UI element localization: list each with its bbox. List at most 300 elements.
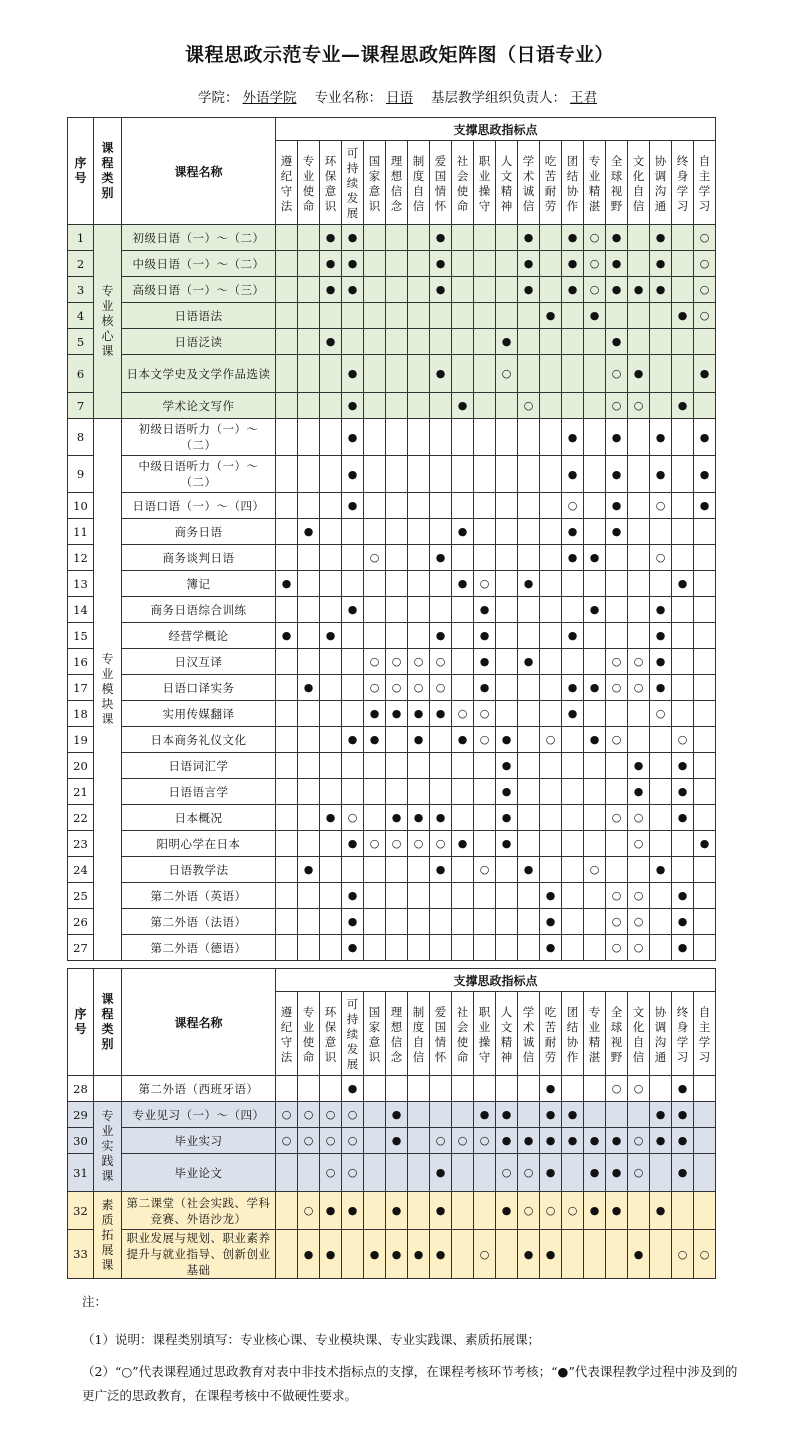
notes <box>82 1290 742 1408</box>
support-mark <box>408 329 430 355</box>
course-name: 日本概况 <box>122 805 276 831</box>
support-mark: ○ <box>606 935 628 961</box>
support-mark <box>298 225 320 251</box>
indicator-label: 环保意识 <box>324 153 337 213</box>
support-mark <box>386 909 408 935</box>
support-mark <box>474 225 496 251</box>
note-1: （1）说明：课程类别填写：专业核心课、专业模块课、专业实践课、素质拓展课； <box>82 1332 540 1347</box>
course-row <box>68 493 716 519</box>
course-row <box>68 675 716 701</box>
support-mark: ○ <box>694 1230 716 1279</box>
support-mark <box>518 883 540 909</box>
support-mark <box>320 571 342 597</box>
support-mark <box>562 1154 584 1192</box>
course-row <box>68 701 716 727</box>
support-mark <box>342 303 364 329</box>
support-mark <box>474 883 496 909</box>
indicator-header <box>496 141 518 225</box>
indicator-label: 社会使命 <box>456 153 469 213</box>
support-mark: ○ <box>606 805 628 831</box>
support-mark <box>386 519 408 545</box>
support-mark: ○ <box>298 1102 320 1128</box>
support-mark <box>452 909 474 935</box>
support-mark: ● <box>694 355 716 393</box>
support-mark: ○ <box>628 1076 650 1102</box>
support-mark: ○ <box>496 355 518 393</box>
indicator-label: 全球视野 <box>610 1004 623 1064</box>
course-row <box>68 753 716 779</box>
support-mark: ● <box>342 1076 364 1102</box>
support-mark <box>606 571 628 597</box>
support-mark <box>276 1076 298 1102</box>
support-mark: ● <box>672 1128 694 1154</box>
support-mark: ● <box>672 909 694 935</box>
support-mark: ● <box>518 277 540 303</box>
support-mark: ● <box>320 1230 342 1279</box>
support-mark <box>298 753 320 779</box>
support-mark <box>650 519 672 545</box>
indicator-label: 国家意识 <box>368 153 381 213</box>
support-mark <box>298 329 320 355</box>
support-mark <box>408 935 430 961</box>
support-mark <box>320 456 342 493</box>
support-mark <box>430 419 452 456</box>
support-mark: ○ <box>518 1192 540 1230</box>
support-mark <box>474 303 496 329</box>
support-mark <box>408 597 430 623</box>
indicator-label: 学术诚信 <box>522 153 535 213</box>
support-mark <box>320 935 342 961</box>
support-mark <box>650 753 672 779</box>
support-mark <box>408 571 430 597</box>
support-mark <box>386 623 408 649</box>
support-mark <box>298 571 320 597</box>
support-mark <box>650 303 672 329</box>
support-mark <box>518 1076 540 1102</box>
support-mark <box>650 1230 672 1279</box>
indicator-header <box>540 141 562 225</box>
course-name: 日语泛读 <box>122 329 276 355</box>
support-mark <box>276 727 298 753</box>
support-mark <box>694 701 716 727</box>
header-category-text: 课程类别 <box>101 141 114 200</box>
support-mark <box>672 493 694 519</box>
support-mark <box>298 277 320 303</box>
support-mark: ○ <box>540 1192 562 1230</box>
row-number: 25 <box>68 883 94 909</box>
support-mark <box>320 675 342 701</box>
support-mark: ○ <box>584 251 606 277</box>
support-mark <box>496 225 518 251</box>
support-mark <box>342 519 364 545</box>
support-mark <box>694 883 716 909</box>
support-mark <box>496 883 518 909</box>
support-mark <box>408 623 430 649</box>
support-mark: ● <box>430 277 452 303</box>
support-mark <box>386 571 408 597</box>
support-mark: ● <box>540 1154 562 1192</box>
support-mark: ● <box>606 329 628 355</box>
support-mark <box>650 355 672 393</box>
row-number: 21 <box>68 779 94 805</box>
support-mark <box>496 649 518 675</box>
support-mark: ● <box>342 355 364 393</box>
row-number: 8 <box>68 419 94 456</box>
course-name: 毕业论文 <box>122 1154 276 1192</box>
support-mark: ● <box>606 225 628 251</box>
support-mark: ● <box>342 251 364 277</box>
support-mark: ● <box>606 1128 628 1154</box>
support-mark <box>540 419 562 456</box>
support-mark <box>452 1102 474 1128</box>
row-number: 13 <box>68 571 94 597</box>
course-row <box>68 1230 716 1279</box>
support-mark <box>540 597 562 623</box>
support-mark <box>672 277 694 303</box>
support-mark <box>606 779 628 805</box>
support-mark <box>276 701 298 727</box>
support-mark: ● <box>672 805 694 831</box>
support-mark <box>474 329 496 355</box>
support-mark: ○ <box>496 1154 518 1192</box>
row-number: 29 <box>68 1102 94 1128</box>
support-mark: ● <box>606 277 628 303</box>
support-mark: ● <box>342 597 364 623</box>
support-mark <box>628 857 650 883</box>
support-mark: ● <box>474 597 496 623</box>
support-mark <box>540 571 562 597</box>
support-mark: ● <box>430 623 452 649</box>
support-mark: ● <box>650 597 672 623</box>
support-mark: ● <box>562 623 584 649</box>
support-mark: ● <box>452 571 474 597</box>
support-mark <box>672 545 694 571</box>
support-mark <box>650 883 672 909</box>
support-mark <box>496 1230 518 1279</box>
support-mark <box>584 779 606 805</box>
support-mark: ○ <box>408 831 430 857</box>
indicator-label: 人文精神 <box>500 1004 513 1064</box>
support-mark <box>496 493 518 519</box>
support-mark: ● <box>694 493 716 519</box>
support-mark <box>452 675 474 701</box>
support-mark: ● <box>474 675 496 701</box>
support-mark <box>364 225 386 251</box>
row-number: 9 <box>68 456 94 493</box>
course-category <box>94 1102 122 1192</box>
support-mark: ○ <box>606 393 628 419</box>
row-number: 24 <box>68 857 94 883</box>
indicator-header <box>540 992 562 1076</box>
course-name: 学术论文写作 <box>122 393 276 419</box>
support-mark <box>584 805 606 831</box>
support-mark: ○ <box>606 727 628 753</box>
support-mark: ● <box>386 805 408 831</box>
support-mark: ● <box>650 675 672 701</box>
support-mark <box>320 493 342 519</box>
support-mark: ○ <box>628 883 650 909</box>
support-mark <box>430 909 452 935</box>
row-number: 16 <box>68 649 94 675</box>
indicator-label: 职业操守 <box>478 1004 491 1064</box>
support-mark: ○ <box>650 493 672 519</box>
support-mark <box>562 393 584 419</box>
support-mark <box>298 649 320 675</box>
support-mark: ● <box>694 831 716 857</box>
support-mark <box>518 727 540 753</box>
support-mark: ● <box>496 1102 518 1128</box>
support-mark <box>518 779 540 805</box>
support-mark: ● <box>562 1128 584 1154</box>
support-mark <box>496 935 518 961</box>
support-mark: ● <box>562 545 584 571</box>
support-mark: ○ <box>320 1154 342 1192</box>
support-mark: ○ <box>584 225 606 251</box>
support-mark: ○ <box>518 393 540 419</box>
support-mark <box>298 935 320 961</box>
support-mark <box>540 623 562 649</box>
support-mark <box>320 393 342 419</box>
support-mark: ● <box>518 649 540 675</box>
support-mark <box>474 805 496 831</box>
support-mark: ○ <box>430 1128 452 1154</box>
support-mark <box>650 1076 672 1102</box>
row-number: 4 <box>68 303 94 329</box>
support-mark <box>650 909 672 935</box>
course-name: 职业发展与规划、职业素养提升与就业指导、创新创业基础 <box>122 1230 276 1279</box>
support-mark <box>452 419 474 456</box>
course-row <box>68 623 716 649</box>
support-mark: ○ <box>452 701 474 727</box>
support-mark: ○ <box>694 225 716 251</box>
support-mark: ○ <box>672 1230 694 1279</box>
support-mark <box>694 597 716 623</box>
support-mark <box>276 909 298 935</box>
support-mark <box>628 225 650 251</box>
support-mark <box>672 251 694 277</box>
support-mark <box>320 831 342 857</box>
support-mark: ● <box>276 623 298 649</box>
support-mark: ○ <box>276 1102 298 1128</box>
indicator-label: 可持续发展 <box>346 146 359 220</box>
support-mark <box>540 493 562 519</box>
support-mark: ● <box>364 727 386 753</box>
support-mark <box>364 1192 386 1230</box>
support-mark <box>452 545 474 571</box>
support-mark <box>562 329 584 355</box>
support-mark <box>606 545 628 571</box>
support-mark: ● <box>430 251 452 277</box>
support-mark: ● <box>540 1230 562 1279</box>
support-mark <box>694 1192 716 1230</box>
support-mark <box>364 329 386 355</box>
indicator-label: 可持续发展 <box>346 997 359 1071</box>
support-mark <box>540 831 562 857</box>
support-mark <box>320 355 342 393</box>
indicator-label: 协调沟通 <box>654 1004 667 1064</box>
course-row <box>68 419 716 456</box>
indicator-label: 协调沟通 <box>654 153 667 213</box>
note-2: （2）“○”代表课程通过思政教育对表中非技术指标点的支撑，在课程考核环节考核；“●”代表课程教学过程中涉及到的更广泛的思政教育，在课程考核中不做硬性要求。 <box>82 1364 738 1403</box>
support-mark <box>386 1076 408 1102</box>
support-mark <box>584 419 606 456</box>
support-mark <box>694 909 716 935</box>
support-mark: ● <box>452 727 474 753</box>
support-mark <box>298 909 320 935</box>
support-mark <box>496 545 518 571</box>
support-mark <box>364 805 386 831</box>
support-mark <box>408 1102 430 1128</box>
support-mark: ● <box>518 857 540 883</box>
indicator-label: 职业操守 <box>478 153 491 213</box>
support-mark: ● <box>606 519 628 545</box>
support-mark <box>628 419 650 456</box>
support-mark <box>650 1154 672 1192</box>
course-name: 簿记 <box>122 571 276 597</box>
indicator-label: 环保意识 <box>324 1004 337 1064</box>
support-mark: ● <box>298 1230 320 1279</box>
support-mark <box>276 597 298 623</box>
support-mark: ○ <box>364 545 386 571</box>
indicator-header <box>276 141 298 225</box>
support-mark <box>276 1154 298 1192</box>
support-mark <box>298 805 320 831</box>
support-mark <box>342 1230 364 1279</box>
support-mark <box>276 456 298 493</box>
support-mark <box>364 883 386 909</box>
indicator-header <box>430 992 452 1076</box>
support-mark <box>584 355 606 393</box>
support-mark <box>364 519 386 545</box>
support-mark <box>562 355 584 393</box>
support-mark <box>408 251 430 277</box>
support-mark <box>628 597 650 623</box>
support-mark <box>452 779 474 805</box>
support-mark <box>606 857 628 883</box>
support-mark <box>694 675 716 701</box>
indicator-label: 专业使命 <box>302 153 315 213</box>
support-mark <box>672 831 694 857</box>
support-mark: ○ <box>606 355 628 393</box>
support-mark <box>474 393 496 419</box>
indicator-header <box>606 141 628 225</box>
support-mark <box>408 753 430 779</box>
indicator-header <box>496 992 518 1076</box>
support-mark: ● <box>342 277 364 303</box>
support-mark <box>342 623 364 649</box>
indicator-header <box>518 992 540 1076</box>
support-mark <box>474 1154 496 1192</box>
support-mark <box>628 727 650 753</box>
support-mark <box>474 519 496 545</box>
support-mark <box>386 727 408 753</box>
header-course: 课程名称 <box>122 969 276 1076</box>
support-mark <box>584 1076 606 1102</box>
support-mark: ○ <box>650 545 672 571</box>
indicator-label: 团结协作 <box>566 153 579 213</box>
support-mark: ● <box>342 456 364 493</box>
support-mark <box>276 1230 298 1279</box>
support-mark <box>276 519 298 545</box>
row-number: 27 <box>68 935 94 961</box>
support-mark <box>694 571 716 597</box>
support-mark <box>452 753 474 779</box>
support-mark <box>518 675 540 701</box>
course-row <box>68 909 716 935</box>
support-mark: ● <box>452 519 474 545</box>
support-mark: ● <box>606 1154 628 1192</box>
indicator-label: 人文精神 <box>500 153 513 213</box>
support-mark <box>628 303 650 329</box>
support-mark <box>562 727 584 753</box>
support-mark: ● <box>650 649 672 675</box>
support-mark <box>518 597 540 623</box>
support-mark <box>584 883 606 909</box>
support-mark <box>430 1102 452 1128</box>
support-mark: ● <box>408 701 430 727</box>
support-mark <box>430 329 452 355</box>
support-mark: ● <box>562 456 584 493</box>
support-mark <box>452 456 474 493</box>
support-mark: ○ <box>672 727 694 753</box>
support-mark: ● <box>606 419 628 456</box>
row-number: 11 <box>68 519 94 545</box>
support-mark <box>540 701 562 727</box>
support-mark: ● <box>650 857 672 883</box>
support-mark: ○ <box>540 727 562 753</box>
support-mark <box>452 597 474 623</box>
support-mark <box>694 649 716 675</box>
support-mark <box>320 303 342 329</box>
support-mark <box>694 329 716 355</box>
support-mark: ○ <box>320 1102 342 1128</box>
support-mark <box>276 779 298 805</box>
support-mark <box>694 393 716 419</box>
support-mark <box>298 355 320 393</box>
support-mark <box>540 649 562 675</box>
row-number: 32 <box>68 1192 94 1230</box>
support-mark <box>518 355 540 393</box>
course-name: 初级日语听力（一）～（二） <box>122 419 276 456</box>
support-mark: ● <box>672 1154 694 1192</box>
support-mark <box>430 753 452 779</box>
support-mark: ● <box>628 1230 650 1279</box>
indicator-label: 吃苦耐劳 <box>544 153 557 213</box>
support-mark <box>540 753 562 779</box>
support-mark <box>496 675 518 701</box>
support-mark <box>474 909 496 935</box>
support-mark: ● <box>650 225 672 251</box>
support-mark <box>474 779 496 805</box>
row-number: 14 <box>68 597 94 623</box>
support-mark <box>496 571 518 597</box>
support-mark <box>386 251 408 277</box>
support-mark: ○ <box>606 649 628 675</box>
support-mark: ● <box>584 1154 606 1192</box>
support-mark <box>562 597 584 623</box>
support-mark: ○ <box>628 675 650 701</box>
support-mark <box>386 753 408 779</box>
support-mark <box>276 225 298 251</box>
course-row <box>68 805 716 831</box>
support-mark <box>584 623 606 649</box>
support-mark: ● <box>540 1128 562 1154</box>
support-mark <box>298 419 320 456</box>
support-mark <box>540 779 562 805</box>
support-mark: ● <box>540 909 562 935</box>
support-mark <box>584 935 606 961</box>
support-mark: ● <box>364 701 386 727</box>
